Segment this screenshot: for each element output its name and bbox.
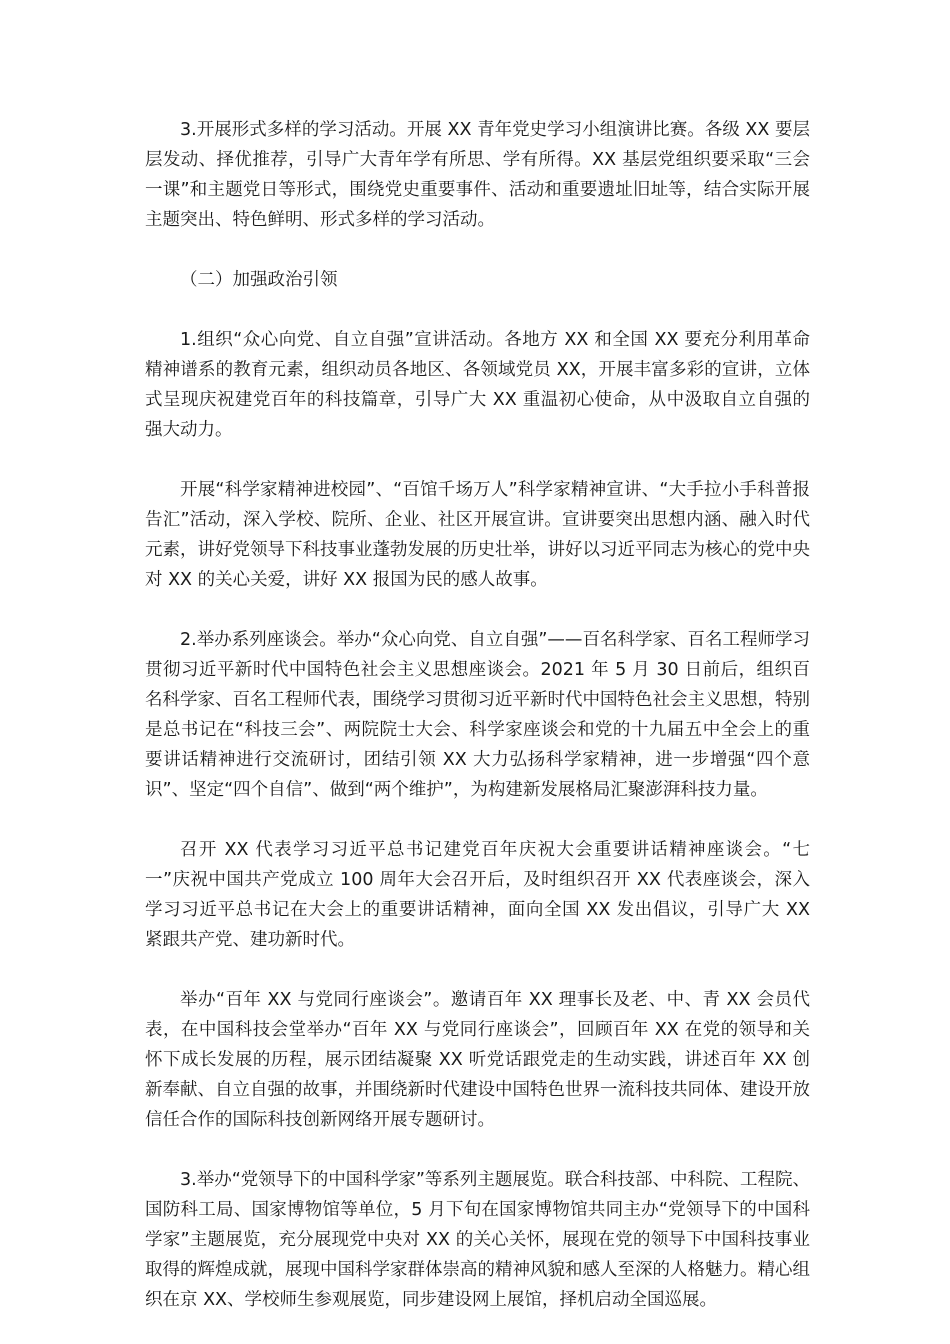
paragraph-gap	[145, 805, 810, 835]
paragraph-gap	[145, 1135, 810, 1165]
paragraph-scientist-spirit-campus: 开展“科学家精神进校园”、“百馆千场万人”科学家精神宣讲、“大手拉小手科普报告汇”活动，深入学校、院所、企业、社区开展宣讲。宣讲要突出思想内涵、融入时代元素，讲好党领导下科技事业蓬勃发展的历史壮举，讲好以习近平同志为核心的党中央对 XX 的关心关爱，讲好 XX 报国为民的感人故事。	[145, 480, 810, 590]
paragraph-learning-activities: 3.开展形式多样的学习活动。开展 XX 青年党史学习小组演讲比赛。各级 XX 要层层发动、择优推荐，引导广大青年学有所思、学有所得。XX 基层党组织要采取“三会一课”和主题党日等形式，围绕党史重要事件、活动和重要遗址旧址等，结合实际开展主题突出、特色鲜明、形式多样的学习活动。	[145, 120, 810, 230]
paragraph-gap	[145, 235, 810, 265]
paragraph-gap	[145, 295, 810, 325]
paragraph-gap	[145, 955, 810, 985]
paragraph-gap	[145, 595, 810, 625]
paragraph-representatives-symposium: 召开 XX 代表学习习近平总书记建党百年庆祝大会重要讲话精神座谈会。“七一”庆祝中国共产党成立 100 周年大会召开后，及时组织召开 XX 代表座谈会，深入学习习近平总书记在大会上的重要讲话精神，面向全国 XX 发出倡议，引导广大 XX 紧跟共产党、建功新时代。	[145, 840, 810, 950]
paragraph-symposium-series: 2.举办系列座谈会。举办“众心向党、自立自强”——百名科学家、百名工程师学习贯彻习近平新时代中国特色社会主义思想座谈会。2021 年 5 月 30 日前后，组织百名科学家、百名工程师代表，围绕学习贯彻习近平新时代中国特色社会主义思想，特别是总书记在“科技三会”、两院院士大会、科学家座谈会和党的十九届五中全会上的重要讲话精神进行交流研讨，团结引领 XX 大力弘扬科学家精神，进一步增强“四个意识”、坚定“四个自信”、做到“两个维护”，为构建新发展格局汇聚澎湃科技力量。	[145, 630, 810, 800]
paragraph-gap	[145, 445, 810, 475]
paragraph-centennial-symposium: 举办“百年 XX 与党同行座谈会”。邀请百年 XX 理事长及老、中、青 XX 会员代表，在中国科技会堂举办“百年 XX 与党同行座谈会”，回顾百年 XX 在党的领导和关怀下成长发展的历程，展示团结凝聚 XX 听党话跟党走的生动实践，讲述百年 XX 创新奉献、自立自强的故事，并围绕新时代建设中国特色世界一流科技共同体、建设开放信任合作的国际科技创新网络开展专题研讨。	[145, 990, 810, 1130]
document-body	[145, 115, 810, 1315]
paragraph-lecture-activity: 1.组织“众心向党、自立自强”宣讲活动。各地方 XX 和全国 XX 要充分利用革命精神谱系的教育元素，组织动员各地区、各领域党员 XX，开展丰富多彩的宣讲，立体式呈现庆祝建党百年的科技篇章，引导广大 XX 重温初心使命，从中汲取自立自强的强大动力。	[145, 330, 810, 440]
paragraph-theme-exhibition: 3.举办“党领导下的中国科学家”等系列主题展览。联合科技部、中科院、工程院、国防科工局、国家博物馆等单位，5 月下旬在国家博物馆共同主办“党领导下的中国科学家”主题展览，充分展现党中央对 XX 的关心关怀，展现在党的领导下中国科技事业取得的辉煌成就，展现中国科学家群体崇高的精神风貌和感人至深的人格魅力。精心组织在京 XX、学校师生参观展览，同步建设网上展馆，择机启动全国巡展。	[145, 1170, 810, 1310]
section-heading-political-guidance: （二）加强政治引领	[180, 270, 338, 290]
